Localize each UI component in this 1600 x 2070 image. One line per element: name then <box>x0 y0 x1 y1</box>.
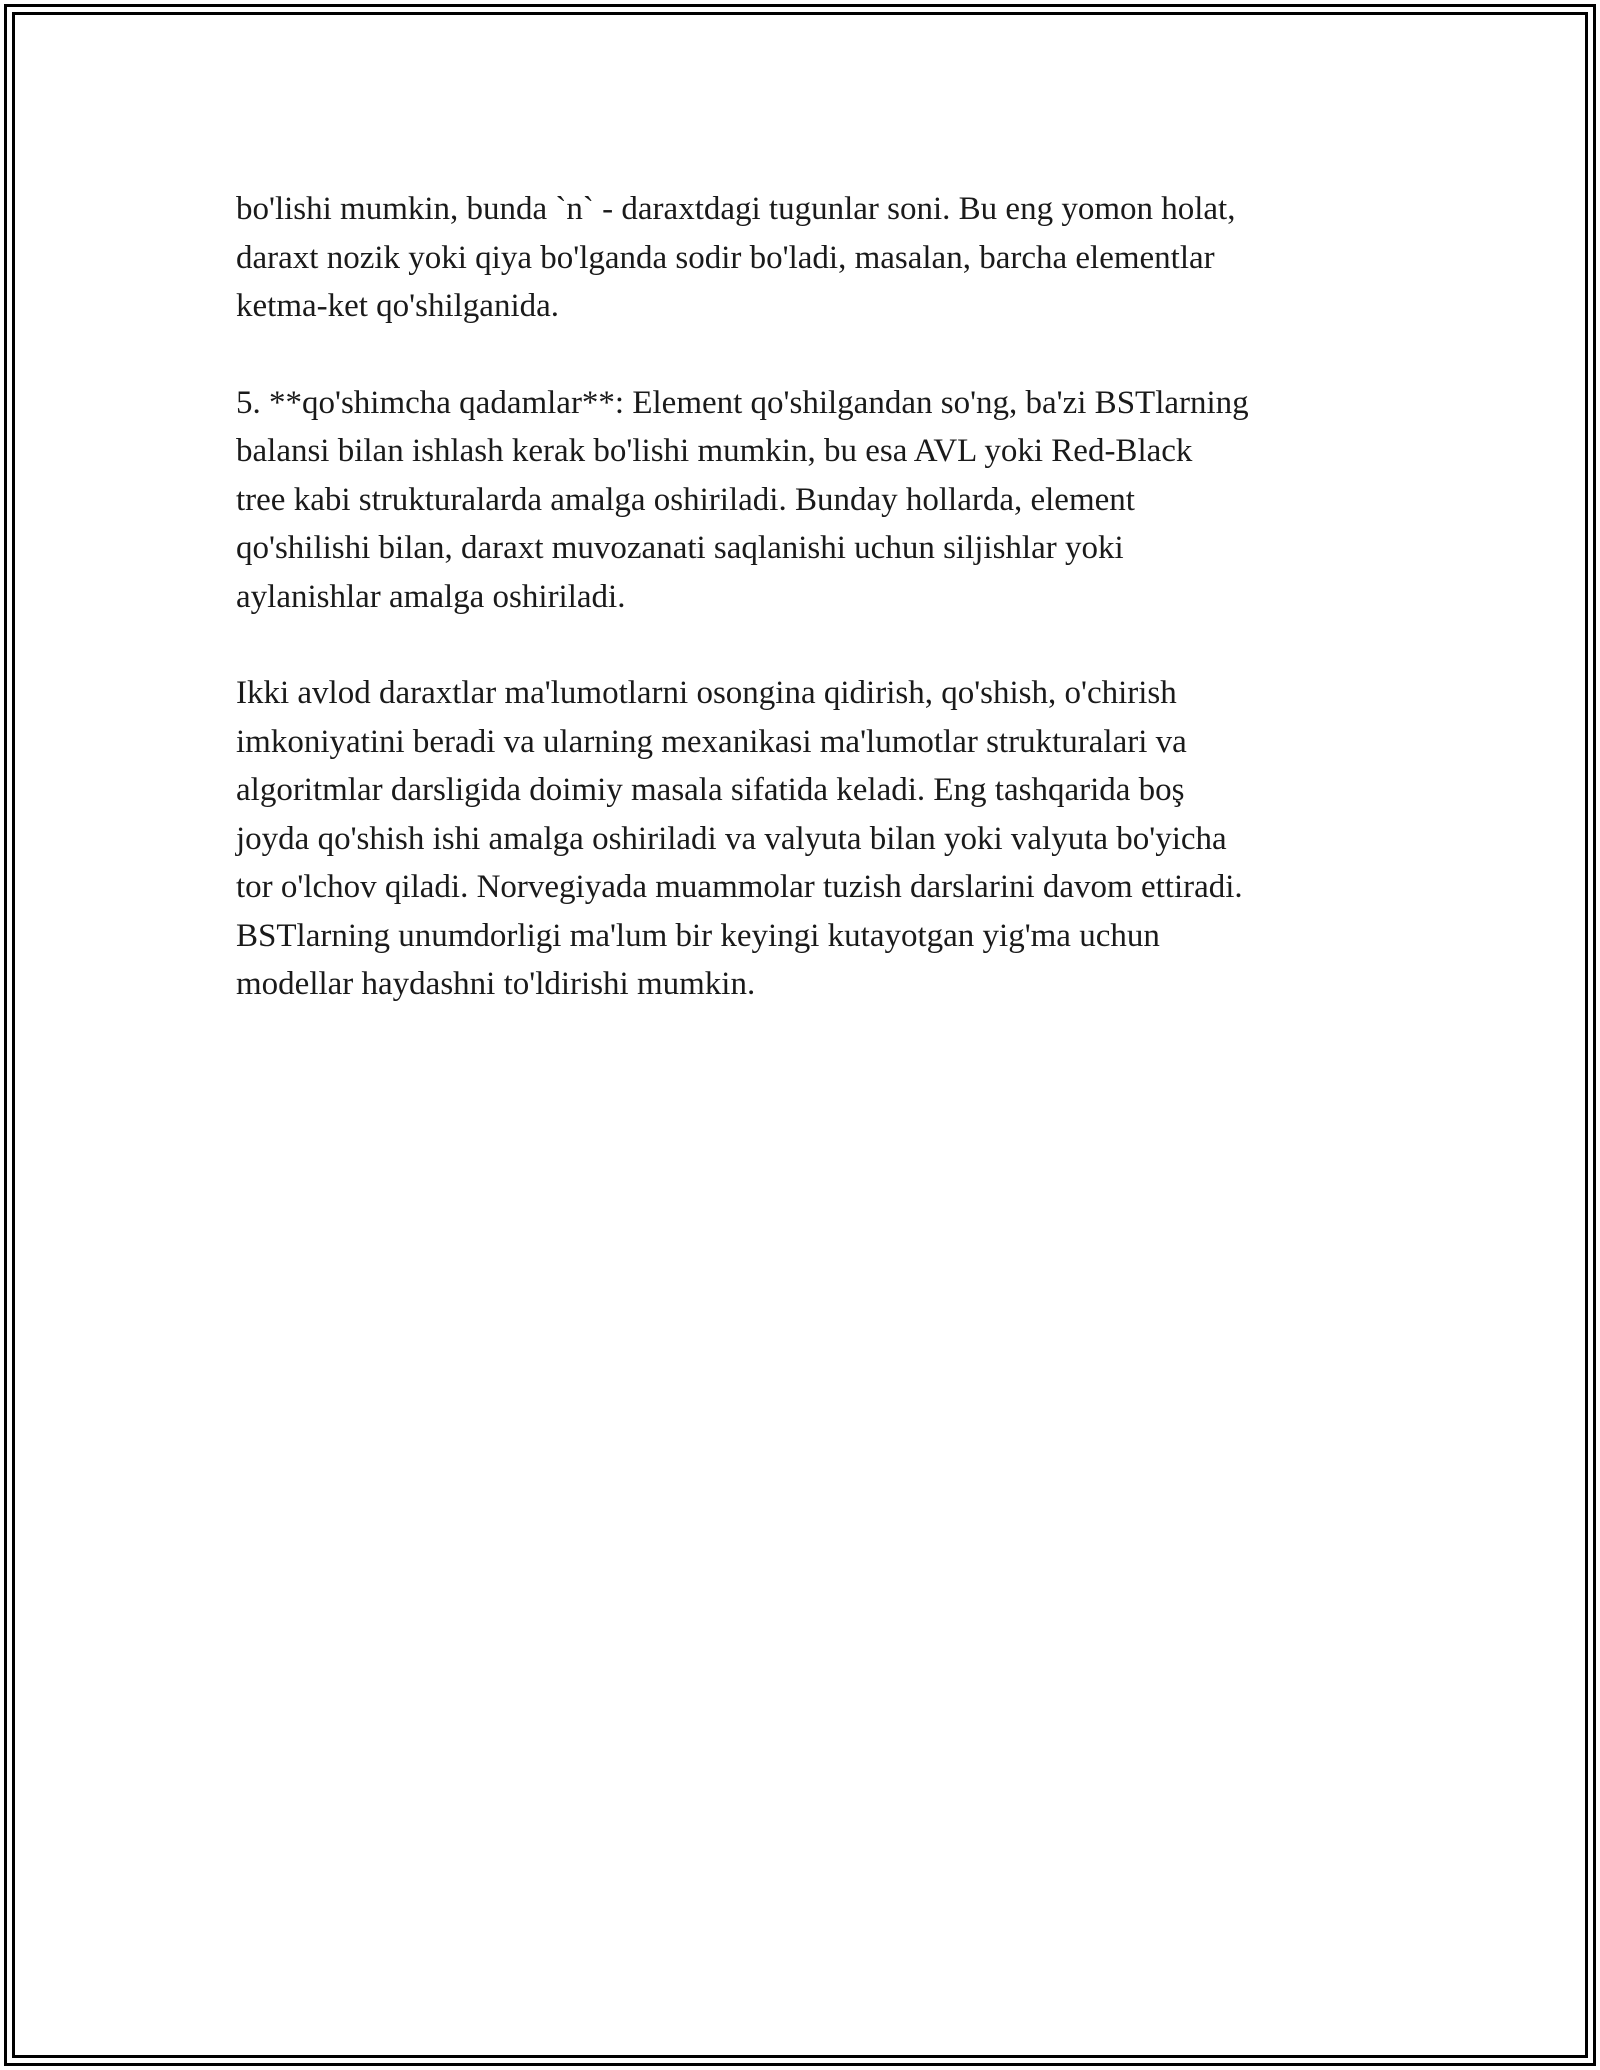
text-line: qo'shilishi bilan, daraxt muvozanati saqlanishi uchun siljishlar yoki <box>236 530 1124 566</box>
text-line: bo'lishi mumkin, bunda `n` - daraxtdagi tugunlar soni. Bu eng yomon holat, <box>236 191 1236 227</box>
text-line: tor o'lchov qiladi. Norvegiyada muammolar tuzish darslarini davom ettiradi. <box>236 869 1243 905</box>
text-line: daraxt nozik yoki qiya bo'lganda sodir bo'ladi, masalan, barcha elementlar <box>236 239 1215 276</box>
paragraph-3 <box>236 669 1376 1009</box>
text-line: 5. **qo'shimcha qadamlar**: Element qo'shilgandan so'ng, ba'zi BSTlarning <box>236 384 1249 421</box>
text-line: algoritmlar darsligida doimiy masala sifatida keladi. Eng tashqarida boş <box>236 772 1185 808</box>
text-line: Ikki avlod daraxtlar ma'lumotlarni osongina qidirish, qo'shish, o'chirish <box>236 675 1177 711</box>
text-line: imkoniyatini beradi va ularning mexanikasi ma'lumotlar strukturalari va <box>236 723 1187 760</box>
document-body <box>236 185 1376 1057</box>
text-line: aylanishlar amalga oshiriladi. <box>236 578 626 615</box>
text-line: BSTlarning unumdorligi ma'lum bir keyingi kutayotgan yig'ma uchun <box>236 917 1160 954</box>
text-line: modellar haydashni to'ldirishi mumkin. <box>236 966 756 1002</box>
text-line: ketma-ket qo'shilganida. <box>236 288 560 324</box>
text-line: balansi bilan ishlash kerak bo'lishi mumkin, bu esa AVL yoki Red-Black <box>236 433 1193 469</box>
paragraph-1 <box>236 185 1376 331</box>
paragraph-2 <box>236 379 1376 622</box>
text-line: tree kabi strukturalarda amalga oshiriladi. Bunday hollarda, element <box>236 481 1135 518</box>
text-line: joyda qo'shish ishi amalga oshiriladi va valyuta bilan yoki valyuta bo'yicha <box>236 820 1227 857</box>
